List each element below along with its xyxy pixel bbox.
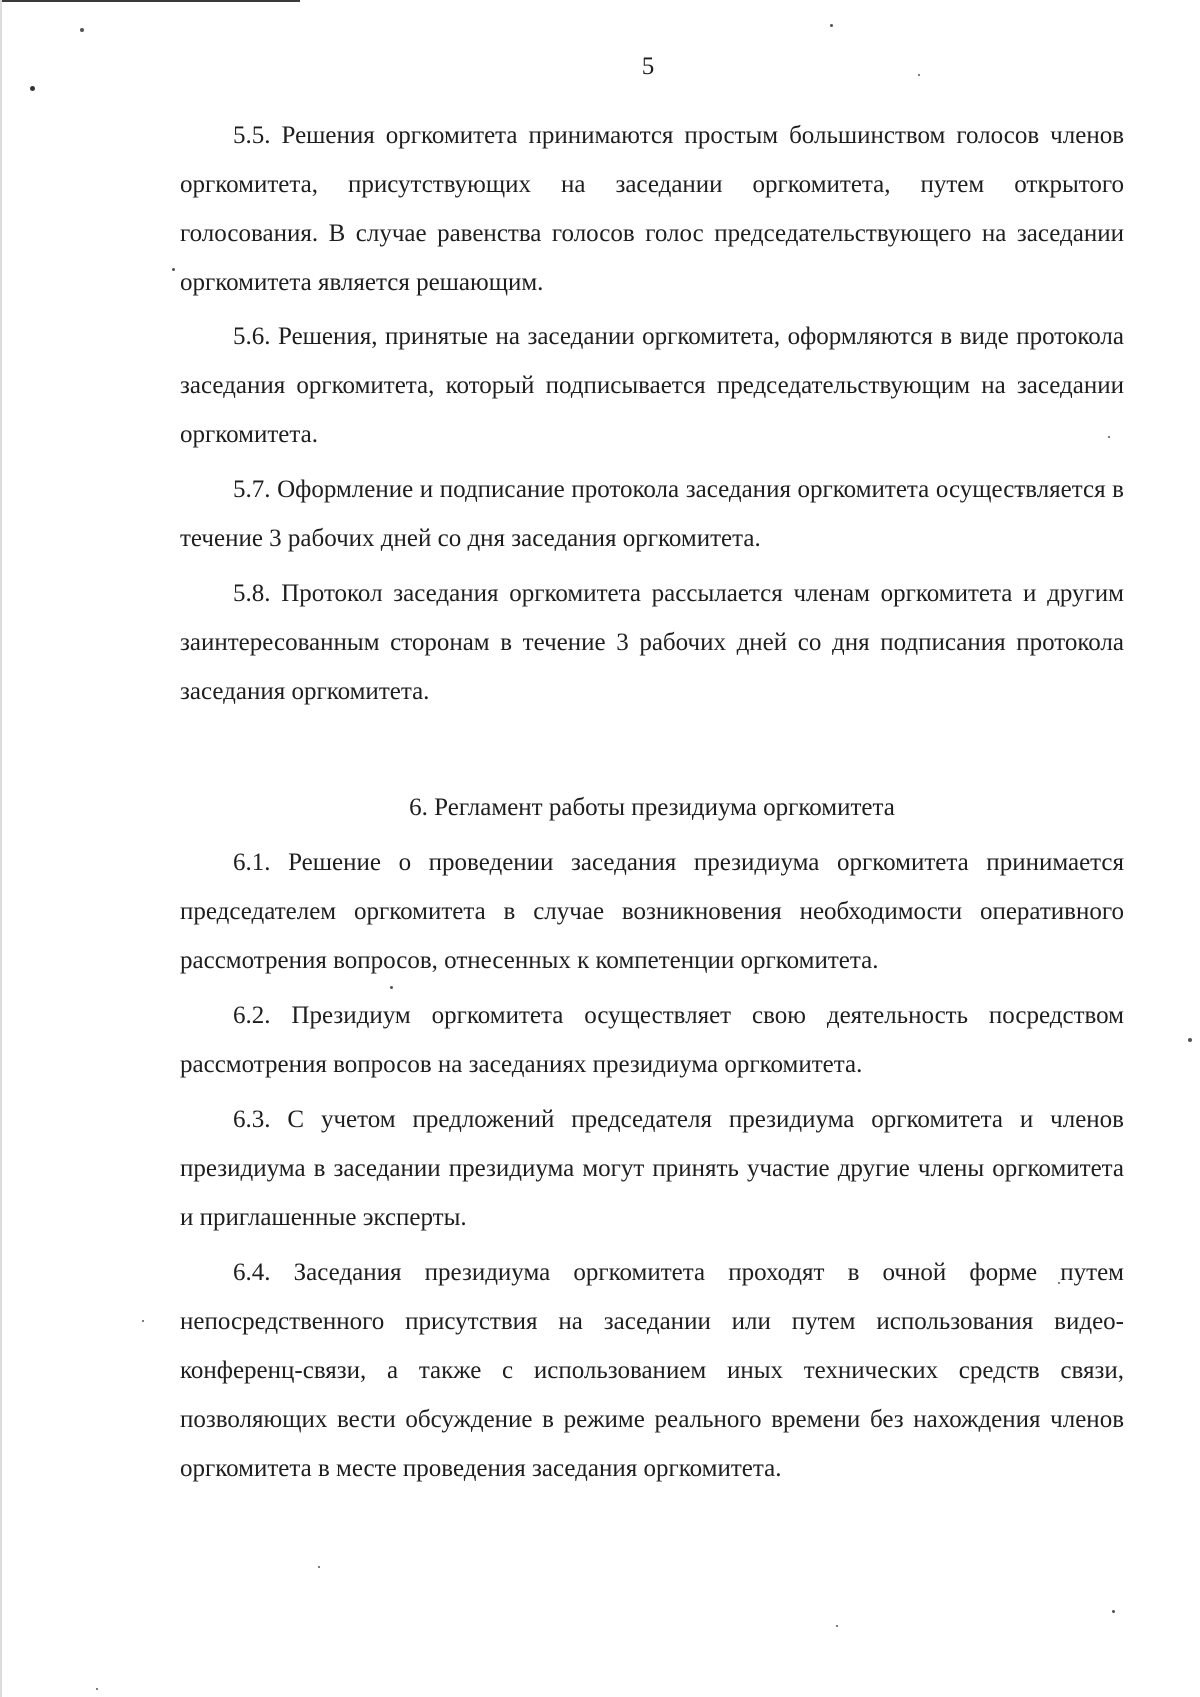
scan-speck — [96, 1688, 98, 1690]
section-6-heading: 6. Регламент работы президиума оргкомитета — [409, 794, 895, 821]
scan-speck — [1188, 1038, 1192, 1042]
scan-speck — [836, 1625, 838, 1627]
paragraph-6-4: 6.4. Заседания президиума оргкомитета проходят в очной форме путем непосредственного присутствия на заседании или путем использования видео-конференц-связи, а также с использованием иных технических средств связи, позволяющих вести обсуждение в режиме реального времени без нахождения членов оргкомитета в месте проведения заседания оргкомитета. — [180, 1259, 1124, 1482]
scan-edge-left — [0, 0, 2, 1697]
scan-speck — [830, 24, 833, 27]
paragraph-6-2: 6.2. Президиум оргкомитета осуществляет свою деятельность посредством рассмотрения вопросов на заседаниях президиума оргкомитета. — [180, 1002, 1124, 1078]
scan-edge-top — [0, 0, 300, 2]
scan-speck — [172, 268, 175, 271]
scan-speck — [80, 28, 84, 32]
paragraph-6-1: 6.1. Решение о проведении заседания президиума оргкомитета принимается председателем оргкомитета в случае возникновения необходимости оперативного рассмотрения вопросов, отнесенных к компетенции оргкомитета. — [180, 849, 1124, 974]
paragraph-5-5: 5.5. Решения оргкомитета принимаются простым большинством голосов членов оргкомитета, присутствующих на заседании оргкомитета, путем открытого голосования. В случае равенства голосов голос председательствующего на заседании оргкомитета является решающим. — [180, 122, 1124, 296]
page-number: 5 — [641, 53, 655, 80]
paragraph-5-7: 5.7. Оформление и подписание протокола заседания оргкомитета осуществляется в течение 3 рабочих дней со дня заседания оргкомитета. — [180, 476, 1124, 552]
scan-speck — [142, 1320, 144, 1322]
section-6-paragraphs — [180, 838, 1124, 1493]
paragraph-5-6: 5.6. Решения, принятые на заседании оргкомитета, оформляются в виде протокола заседания оргкомитета, который подписывается председательствующим на заседании оргкомитета. — [180, 323, 1124, 448]
section-5-paragraphs — [180, 111, 1124, 716]
paragraph-6-3: 6.3. С учетом предложений председателя президиума оргкомитета и членов президиума в заседании президиума могут принять участие другие члены оргкомитета и приглашенные эксперты. — [180, 1106, 1124, 1231]
scan-speck — [318, 1566, 320, 1568]
scan-speck — [1112, 1610, 1115, 1613]
paragraph-5-8: 5.8. Протокол заседания оргкомитета рассылается членам оргкомитета и другим заинтересованным сторонам в течение 3 рабочих дней со дня подписания протокола заседания оргкомитета. — [180, 580, 1124, 705]
scan-speck — [30, 86, 35, 91]
